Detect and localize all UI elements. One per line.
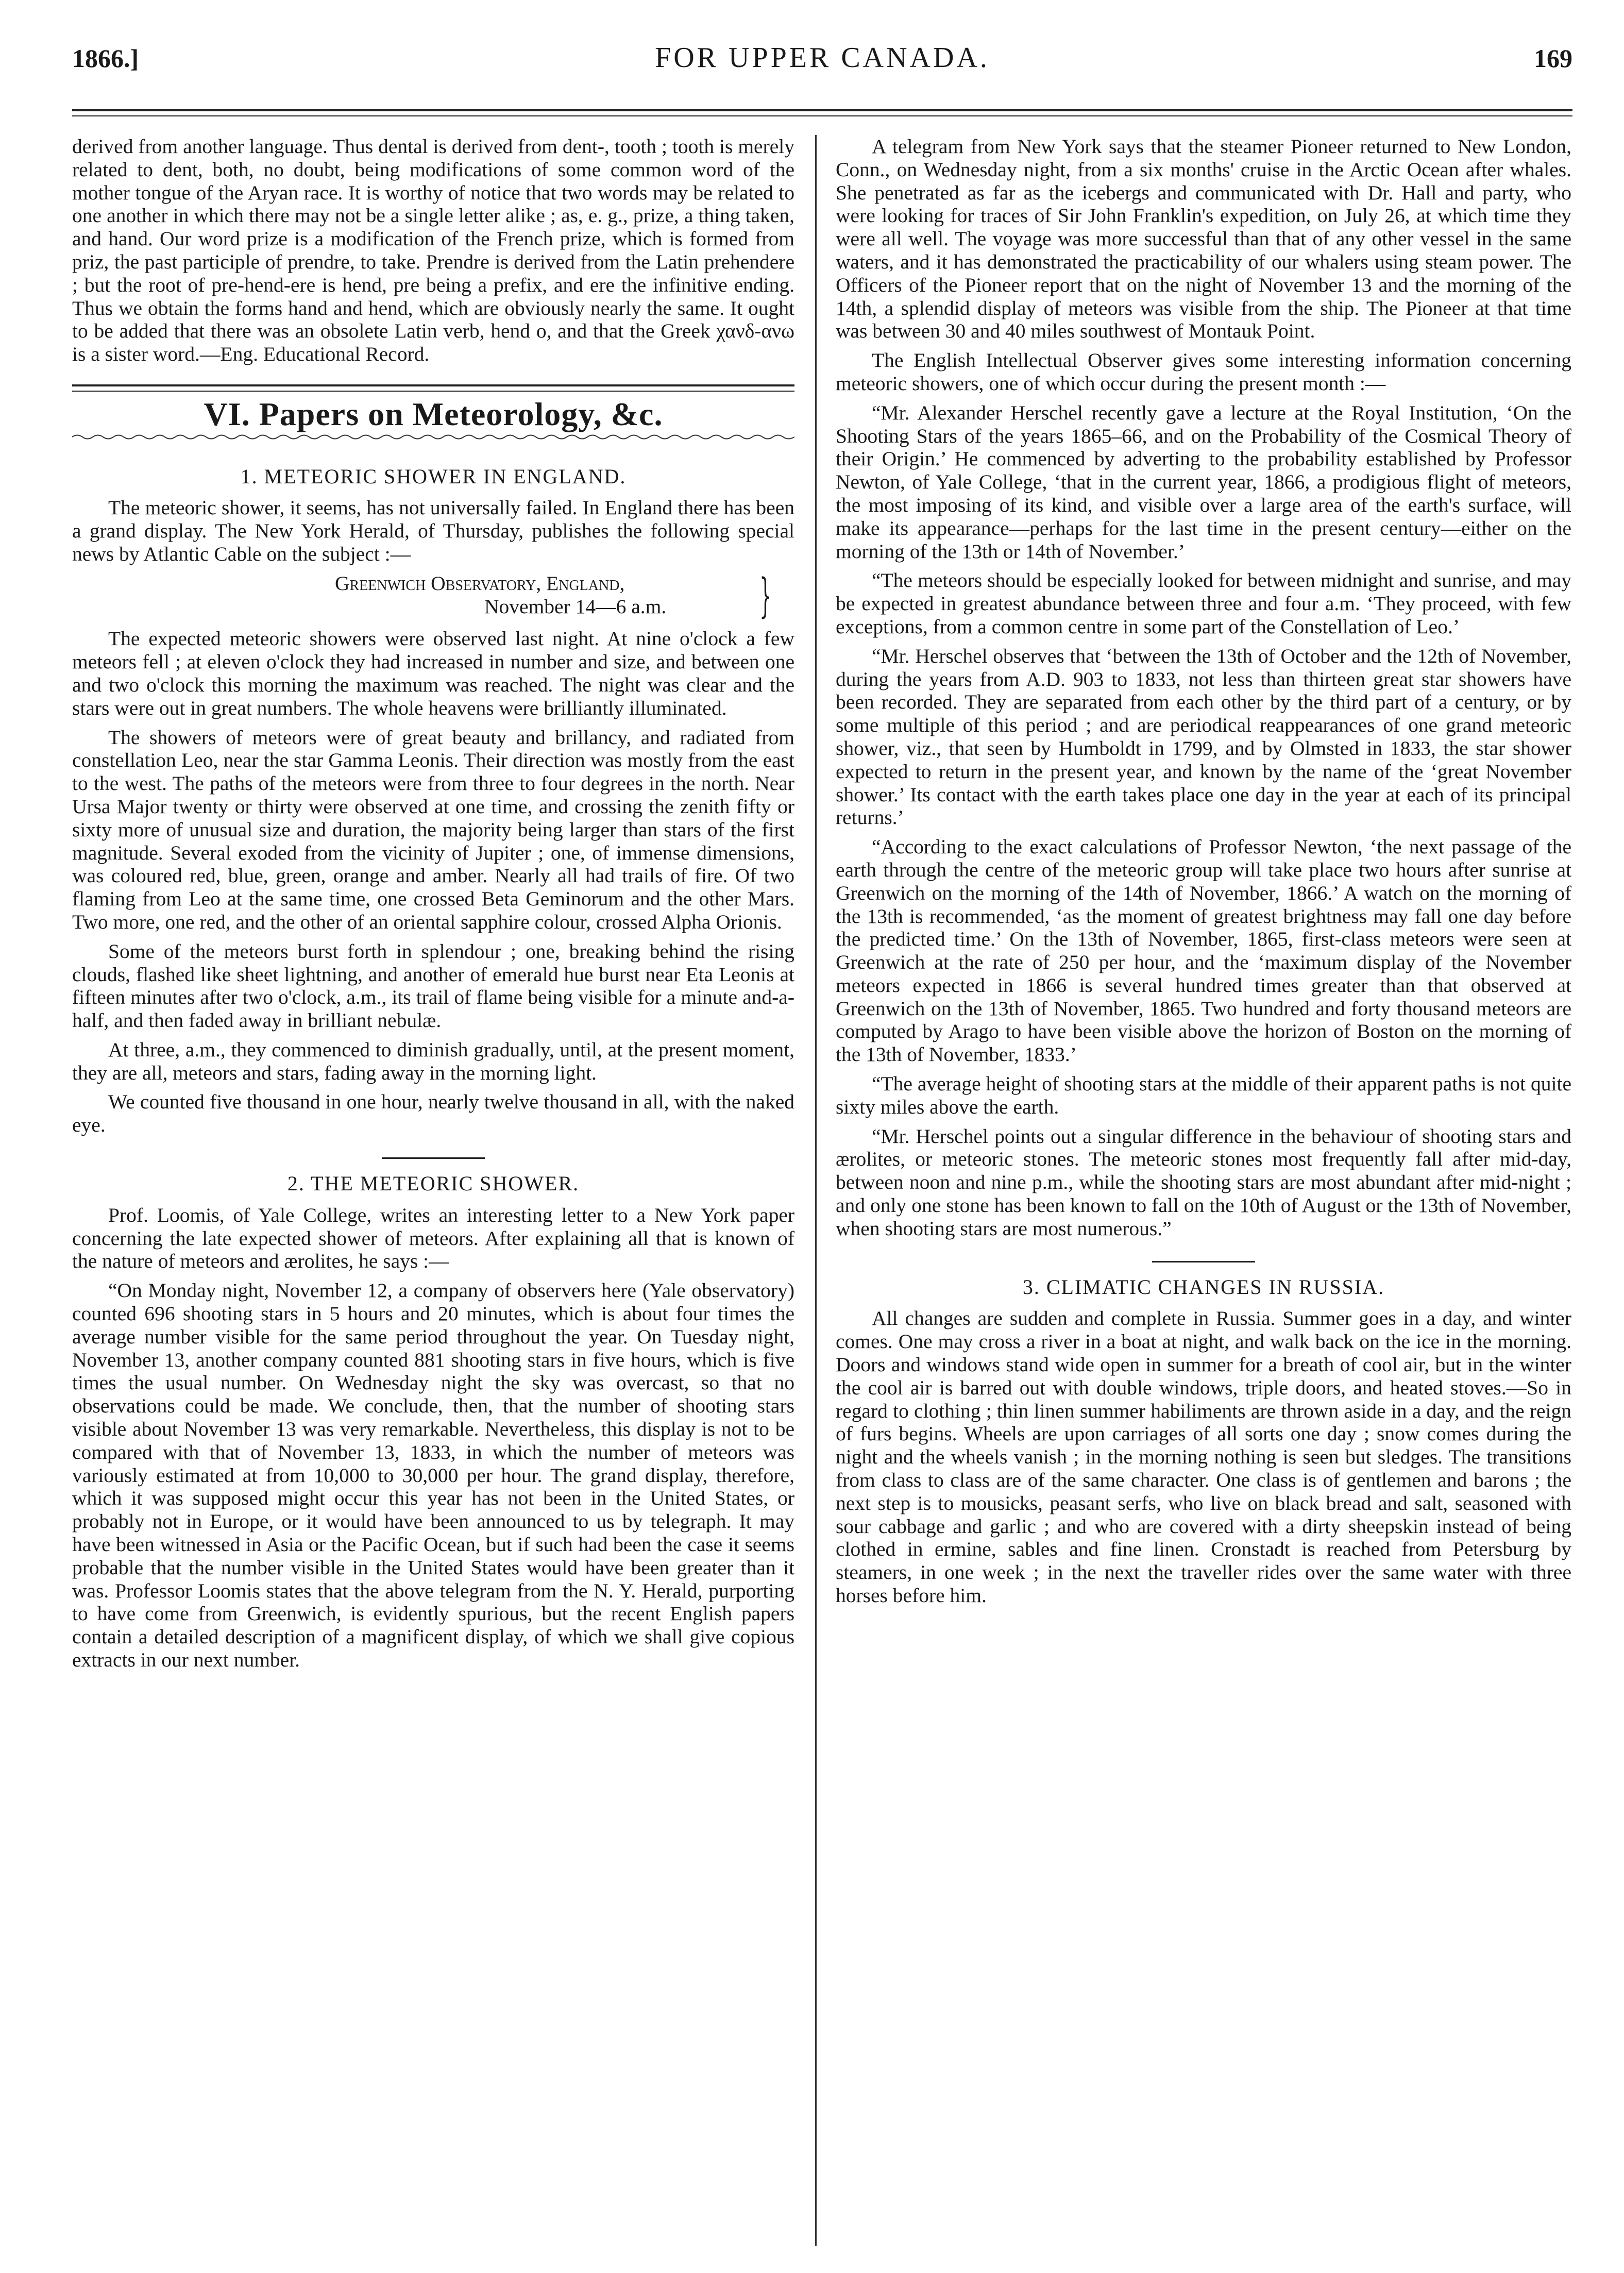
page-header bbox=[72, 36, 1572, 88]
section-heading: VI. Papers on Meteorology, &c. bbox=[204, 395, 663, 432]
right-paragraph: “The average height of shooting stars at the middle of their apparent paths is not quite sixty miles above the earth. bbox=[836, 1072, 1571, 1118]
article-1-paragraph: Some of the meteors burst forth in splendour ; one, breaking behind the rising clouds, flashed like sheet lightning, and another of emerald hue burst near Eta Leonis at fifteen minutes after two o'clock, a.m., its trail of flame being visible for a minute and-a-half, and then faded away in brilliant nebulæ. bbox=[72, 939, 794, 1032]
dateline bbox=[72, 568, 794, 623]
column-divider bbox=[815, 135, 817, 2246]
section-rule-thin bbox=[72, 391, 794, 392]
article-separator bbox=[382, 1157, 485, 1159]
header-year: 1866.] bbox=[72, 44, 139, 73]
article-1-paragraph: At three, a.m., they commenced to diminish gradually, until, at the present moment, they are all, meteors and stars, fading away in the morning light. bbox=[72, 1038, 794, 1084]
right-paragraph: “The meteors should be especially looked for between midnight and sunrise, and may be expected in greatest abundance between three and four a.m. ‘They proceed, with few exceptions, from a common centre in some part of the Constellation of Leo.’ bbox=[836, 569, 1571, 638]
brace-glyph: } bbox=[759, 568, 771, 623]
header-title: FOR UPPER CANADA. bbox=[655, 42, 990, 74]
article-3-title: 3. CLIMATIC CHANGES IN RUSSIA. bbox=[1022, 1275, 1385, 1299]
dateline-date: November 14—6 a.m. bbox=[484, 595, 667, 618]
article-1-paragraph: The showers of meteors were of great beauty and brillancy, and radiated from constellation Leo, near the star Gamma Leonis. Their direction was mostly from the east to the west. The paths of the meteors were from three to four degrees in the north. Near Ursa Major twenty or thirty were observed at one time, and crossing the zenith fifty or sixty more of unusual size and duration, the majority being larger than stars of the first magnitude. Several exoded from the vicinity of Jupiter ; one, of immense dimensions, was coloured red, blue, green, orange and amber. Nearly all had trails of fire. Of two flaming from Leo at the same time, one crossed Beta Geminorum and the other Mars. Two more, one red, and the other of an oriental sapphire colour, crossed Alpha Orionis. bbox=[72, 726, 794, 933]
section-rule bbox=[72, 384, 794, 386]
left-column bbox=[72, 135, 794, 1678]
right-paragraph: “Mr. Herschel observes that ‘between the 13th of October and the 12th of November, during the years from A.D. 903 to 1833, not less than thirteen great star showers have been recorded. They are separated from each other by the third part of a century, or by some multiple of this period ; and are periodical reappearances of one grand meteoric shower, viz., that seen by Humboldt in 1799, and by Olmsted in 1833, the star shower expected to return in the present year, and known by the name of the ‘great November shower.’ Its contact with the earth takes place one day in the year at each of its principal returns.’ bbox=[836, 644, 1571, 829]
dateline-place: Greenwich Observatory, England, bbox=[335, 571, 625, 595]
right-paragraph: “According to the exact calculations of Professor Newton, ‘the next passage of the earth through the centre of the meteoric group will take place two hours after sunrise at Greenwich on the morning of the 14th of November, 1866.’ A watch on the morning of the 13th is recommended, ‘as the moment of greatest brightness may fall one day before the predicted time.’ On the 13th of November, 1865, first-class meteors were seen at Greenwich at the rate of 250 per hour, and the ‘maximum display of the November meteors expected in 1866 is several hundred times greater than that observed at Greenwich on the 13th of November, 1865. Two hundred and forty thousand meteors are computed by Arago to have been visible above the horizon of Boston on the morning of the 13th of November, 1833.’ bbox=[836, 835, 1571, 1066]
right-paragraph: “Mr. Herschel points out a singular difference in the behaviour of shooting stars and ærolites, or meteoric stones. The meteoric stones most frequently fall after mid-day, between noon and nine p.m., while the shooting stars are most abundant after mid-night ; and only one stone has been known to fall on the 10th of August or the 13th of November, when shooting stars are most numerous.” bbox=[836, 1124, 1571, 1240]
header-rule-thin bbox=[72, 115, 1572, 116]
article-1-title: 1. METEORIC SHOWER IN ENGLAND. bbox=[240, 464, 627, 488]
intro-paragraph: derived from another language. Thus dental is derived from dent-, tooth ; tooth is merely related to dent, both, no doubt, being modifications of some common word of the mother tongue of the Aryan race. It is worthy of notice that two words may be related to one another in which there may not be a single letter alike ; as, e. g., prize, a thing taken, and hand. Our word prize is a modification of the French prize, which is formed from priz, the past participle of prendre, to take. Prendre is derived from the Latin prehendere ; but the root of pre-hend-ere is hend, pre being a prefix, and ere the infinitive ending. Thus we obtain the forms hand and hend, which are obviously nearly the same. It ought to be added that there was an obsolete Latin verb, hend o, and that the Greek χανδ-ανω is a sister word.—Eng. Educational Record. bbox=[72, 135, 794, 366]
article-2-paragraph: Prof. Loomis, of Yale College, writes an interesting letter to a New York paper concerning the late expected shower of meteors. After explaining all that is known of the nature of meteors and ærolites, he says :— bbox=[72, 1203, 794, 1273]
article-separator bbox=[1152, 1261, 1255, 1262]
right-paragraph: “Mr. Alexander Herschel recently gave a lecture at the Royal Institution, ‘On the Shooting Stars of the years 1865–66, and on the Probability of the Cosmical Theory of their Origin.’ He commenced by adverting to the probability established by Professor Newton, of Yale College, ‘that in the current year, 1866, a prodigious flight of meteors, the most imposing of its kind, and visible over a large area of the earth's surface, will make its appearance—perhaps for the last time in the present century—either on the morning of the 13th or 14th of November.’ bbox=[836, 401, 1571, 563]
page-number: 169 bbox=[1534, 44, 1572, 73]
article-2-paragraph: “On Monday night, November 12, a company of observers here (Yale observatory) counted 696 shooting stars in 5 hours and 20 minutes, which is about four times the average number visible for the same period throughout the year. On Tuesday night, November 13, another company counted 881 shooting stars in five hours, which is five times the usual number. On Wednesday night the sky was overcast, so that no observations could be made. We conclude, then, that the number of shooting stars visible about November 13 was very remarkable. Nevertheless, this display is not to be compared with that of November 13, 1833, in which the number of meteors was variously estimated at from 10,000 to 30,000 per hour. The grand display, therefore, which it was supposed might occur this year has not been in the United States, or probably not in Europe, or it would have been announced to us by telegraph. It may have been witnessed in Asia or the Pacific Ocean, but if such had been the case it seems probable that the number visible in the United States would have been greater than it was. Professor Loomis states that the above telegram from the N. Y. Herald, purporting to have come from Greenwich, is evidently spurious, but the recent English papers contain a detailed description of a magnificent display, of which we shall give copious extracts in our next number. bbox=[72, 1279, 794, 1672]
wavy-rule bbox=[72, 433, 794, 441]
article-1-paragraph: The expected meteoric showers were observed last night. At nine o'clock a few meteors fell ; at eleven o'clock they had increased in number and size, and between one and two o'clock this morning the maximum was reached. The night was clear and the stars were out in great numbers. The whole heavens were brilliantly illuminated. bbox=[72, 627, 794, 719]
article-3-paragraph: All changes are sudden and complete in Russia. Summer goes in a day, and winter comes. One may cross a river in a boat at night, and walk back on the ice in the morning. Doors and windows stand wide open in summer for a breath of cool air, but in the winter the cool air is barred out with double windows, triple doors, and heated stoves.—So in regard to clothing ; thin linen summer habiliments are thrown aside in a day, and the reign of furs begins. Wheels are upon carriages of all sorts one day ; snow comes during the night and the wheels vanish ; in the morning nothing is seen but sledges. The transitions from class to class are of the same character. One class is of gentlemen and barons ; the next step is to mousicks, peasant serfs, who live on black bread and salt, seasoned with sour cabbage and garlic ; and who are covered with a dirty sheepskin instead of being clothed in ermine, sables and fine linen. Cronstadt is reached from Petersburg by steamers, in one week ; in the next the traveller rides over the same water with three horses before him. bbox=[836, 1307, 1571, 1607]
right-column bbox=[836, 135, 1571, 1613]
header-rule bbox=[72, 109, 1572, 111]
article-1-paragraph: We counted five thousand in one hour, nearly twelve thousand in all, with the naked eye. bbox=[72, 1090, 794, 1137]
right-paragraph: A telegram from New York says that the steamer Pioneer returned to New London, Conn., on Wednesday night, from a six months' cruise in the Arctic Ocean after whales. She penetrated as far as the icebergs and communicated with Dr. Hall and party, who were looking for traces of Sir John Franklin's expedition, on July 26, at which time they were all well. The voyage was more successful than that of any other vessel in the same waters, and it has demonstrated the practicability of our whalers using steam power. The Officers of the Pioneer report that on the night of November 13 and the morning of the 14th, a splendid display of meteors was visible from the ship. The Pioneer at that time was between 30 and 40 miles southwest of Montauk Point. bbox=[836, 135, 1571, 343]
article-1-intro: The meteoric shower, it seems, has not universally failed. In England there has been a grand display. The New York Herald, of Thursday, publishes the following special news by Atlantic Cable on the subject :— bbox=[72, 496, 794, 565]
article-2-title: 2. THE METEORIC SHOWER. bbox=[287, 1172, 580, 1196]
right-paragraph: The English Intellectual Observer gives some interesting information concerning meteoric showers, one of which occur during the present month :— bbox=[836, 349, 1571, 395]
